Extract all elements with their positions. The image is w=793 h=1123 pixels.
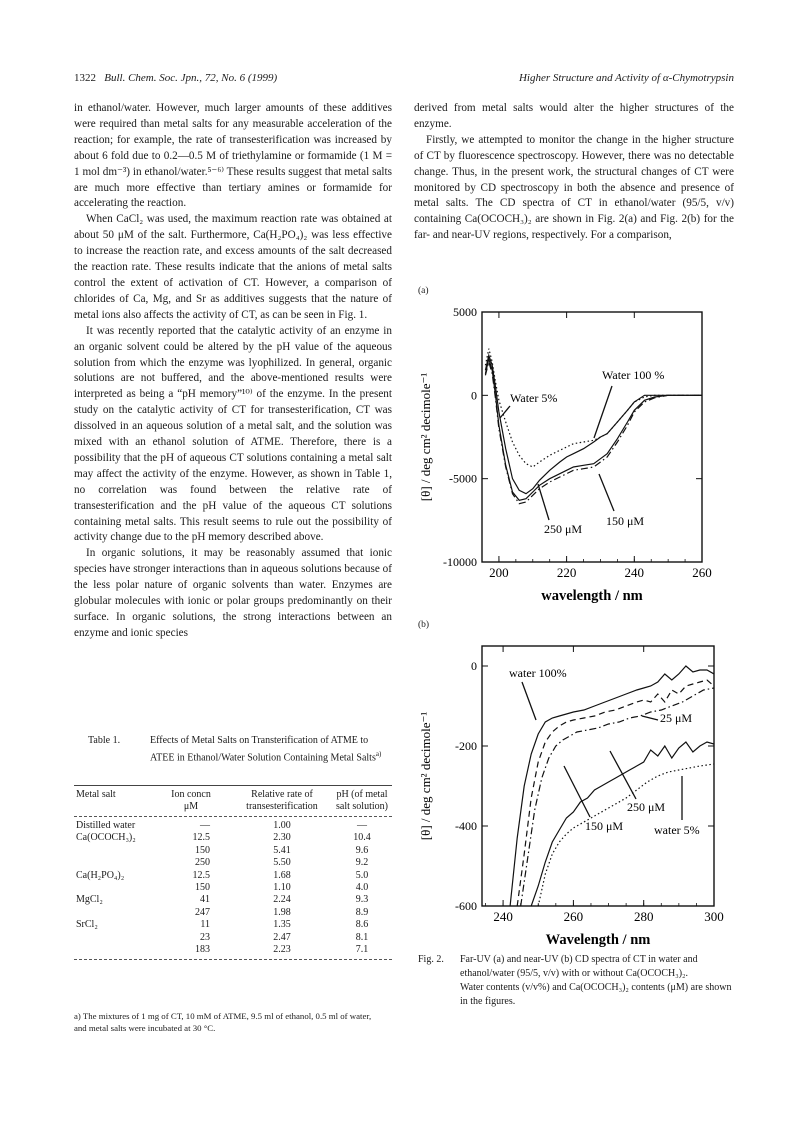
- series-line-3: [485, 359, 702, 501]
- table-cell-salt: Ca(H₂PO₄)₂: [76, 869, 125, 881]
- column-header: pH (of metal: [336, 789, 388, 800]
- x-tick-label: 240: [624, 565, 645, 580]
- table-top-rule: [74, 785, 392, 786]
- table-title: Effects of Metal Salts on Transterification of ATME to ATEE in Ethanol/Water Solution Containing Metal Salts: [150, 735, 376, 763]
- series-line-1: [485, 355, 702, 493]
- table-cell-ph: 7.1: [355, 944, 369, 955]
- annotation-label: Water 100 %: [602, 368, 665, 382]
- journal-citation: Bull. Chem. Soc. Jpn., 72, No. 6 (1999): [104, 72, 278, 84]
- table-cell-rate: 5.50: [273, 857, 291, 869]
- table-cell-ph: 8.9: [355, 906, 369, 918]
- column-header: Metal salt: [76, 789, 116, 800]
- plot-frame: [482, 646, 714, 906]
- x-axis-label: wavelength / nm: [541, 588, 643, 604]
- table-header-rule: [74, 816, 392, 817]
- figure-caption: [418, 953, 738, 1009]
- table-cell-rate: 1.00: [273, 820, 291, 831]
- table-caption: [74, 735, 392, 764]
- x-tick-label: 240: [493, 909, 513, 924]
- y-tick-label: -200: [455, 739, 477, 753]
- annotation-leader: [594, 386, 612, 438]
- table-cell-ph: 10.4: [353, 832, 371, 844]
- table-cell-concentration: 183: [195, 944, 210, 955]
- panel-label-a: (a): [418, 286, 429, 296]
- table-cell-rate: 5.41: [273, 844, 291, 856]
- table-cell-ph: —: [357, 820, 367, 831]
- column-header-unit: μM: [183, 801, 199, 812]
- column-header: salt solution): [336, 801, 388, 812]
- paragraph: derived from metal salts would alter the higher structures of the enzyme.: [414, 102, 734, 130]
- figure-2a-chart: [414, 298, 734, 610]
- table-cell-concentration: 41: [200, 894, 210, 906]
- x-tick-label: 260: [692, 565, 712, 580]
- table-cell-rate: 2.24: [273, 894, 291, 906]
- series-line-4: [485, 362, 702, 504]
- column-header: Ion concn: [171, 789, 211, 800]
- column-header: Relative rate of: [251, 789, 313, 800]
- y-tick-label: -10000: [443, 555, 477, 569]
- x-tick-label: 300: [704, 909, 724, 924]
- annotation-leader: [538, 484, 549, 520]
- series-line-2: [485, 349, 702, 467]
- y-axis-label: [θ] / deg cm² decimole⁻¹: [418, 711, 433, 841]
- table-cell-ph: 9.3: [355, 894, 369, 906]
- figure-caption-text: Water contents (v/v%) and Ca(OCOCH₃)₂ contents (μM) are shown in the figures.: [460, 982, 732, 1007]
- x-tick-label: 220: [556, 565, 577, 580]
- y-tick-label: 5000: [453, 305, 477, 319]
- table-bottom-rule: [74, 959, 392, 960]
- figure-caption-text: Far-UV (a) and near-UV (b) CD spectra of CT in water and ethanol/water (95/5, v/v) with or without Ca(OCOCH₃)₂.: [460, 954, 698, 979]
- annotation-leader: [610, 751, 636, 799]
- table-footnote: a) The mixtures of 1 mg of CT, 10 mM of ATME, 9.5 ml of ethanol, 0.5 ml of water, and metal salts were incubated at 30 °C.: [74, 1011, 372, 1033]
- table-cell-concentration: 250: [195, 857, 210, 869]
- table-cell-concentration: 23: [200, 931, 210, 943]
- table-cell-concentration: 247: [195, 906, 210, 918]
- paragraph: Firstly, we attempted to monitor the change in the higher structure of CT by fluorescence spectroscopy. However, there was no detectable change. Thus, in the present work, the structural changes of CT were monitored by CD spectroscopy in both the absence and presence of metal salts. The CD spectra of CT in ethanol/water (95/5, v/v) containing Ca(OCOCH₃)₂ are shown in Fig. 2(a) and Fig. 2(b) for the far- and near-UV regions, respectively. For a comparison,: [414, 133, 734, 242]
- annotation-label: 150 μM: [606, 514, 645, 528]
- running-header: [74, 72, 734, 88]
- table-cell-concentration: 12.5: [192, 832, 210, 844]
- y-axis-label: [θ] / deg cm² decimole⁻¹: [418, 372, 433, 502]
- paragraph: In organic solutions, it may be reasonably assumed that ionic species have stronger interactions than in aqueous solutions because of the less polar nature of organic solvents than water. Enzymes are globular molecules with ionic or polar groups predominantly on their surface. In organic solutions, the strong interactions between an enzyme and ionic species: [74, 547, 392, 639]
- running-title: Higher Structure and Activity of α-Chymotrypsin: [518, 72, 734, 84]
- table-cell-ph: 5.0: [355, 869, 369, 881]
- annotation-label: 150 μM: [585, 819, 624, 833]
- figure-label: Fig. 2.: [418, 954, 444, 965]
- paragraph: When CaCl₂ was used, the maximum reaction rate was obtained at about 50 μM of the salt. Furthermore, Ca(H₂PO₄)₂ was less effective to increase the reaction rate, and excess amounts of the salt decreased the reaction rate. These results indicate that the anions of metal salts control the extent of activation of CT. However, a comparison of chlorides of Ca, Mg, and Sr as additives suggests that the nature of metal ions also affects the activity of CT, as can be seen in Fig. 1.: [74, 213, 392, 321]
- table-title-footnote-mark: a): [375, 749, 382, 758]
- table-cell-ph: 9.2: [355, 857, 369, 869]
- y-tick-label: 0: [471, 388, 477, 403]
- table-cell-rate: 1.68: [273, 869, 291, 881]
- annotation-label: 25 μM: [660, 711, 693, 725]
- table-cell-salt: Distilled water: [76, 820, 136, 831]
- table-cell-salt: Ca(OCOCH₃)₂: [76, 832, 136, 844]
- y-tick-label: 0: [471, 659, 477, 673]
- table-cell-ph: 8.6: [355, 919, 369, 931]
- table-cell-concentration: 12.5: [192, 869, 210, 881]
- annotation-label: water 5%: [654, 823, 700, 837]
- annotation-label: water 100%: [509, 666, 567, 680]
- annotation-leader: [522, 682, 536, 720]
- paragraph: in ethanol/water. However, much larger amounts of these additives were required than metal salts for any measurable acceleration of the reaction; for example, the rate of transesterification was increased by about 6 fold due to 0.2—0.5 M of triethylamine or formamide (1 M = 1 mol dm⁻³) in ethanol/water.⁵⁻⁶⁾ These results suggest that metal salts are much more effective than tertiary amines or formamide for accelerating the reaction.: [74, 102, 392, 210]
- annotation-label: Water 5%: [510, 391, 558, 405]
- table-cell-concentration: 150: [195, 882, 210, 893]
- table-cell-rate: 1.10: [273, 882, 291, 893]
- table-cell-ph: 4.0: [355, 882, 369, 893]
- table-cell-rate: 2.47: [273, 931, 291, 943]
- annotation-label: 250 μM: [544, 522, 583, 536]
- table-cell-rate: 2.30: [273, 832, 291, 844]
- table-cell-salt: MgCl₂: [76, 894, 103, 906]
- y-tick-label: -600: [455, 899, 477, 913]
- table-cell-concentration: —: [200, 820, 210, 831]
- paragraph: It was recently reported that the catalytic activity of an enzyme in an organic solvent could be altered by the pH value of the aqueous solution from which the enzyme was lyophilized. In general, organic solutions are not buffered, and the above-mentioned results were interpreted as being a “pH memory”¹⁰⁾ of the enzyme. In the present study on the catalytic activity of CT for transesterification, CT was dissolved in an aqueous solution of a metal salt, and the solution was mixed with an ethanol solution of ATME. Therefore, there is a possibility that the pH of aqueous CT solutions containing a metal salt may affect the activity of the enzyme. However, as shown in Table 1, no correlation was found between the relative rate of transesterification and the pH value of the aqueous CT solutions containing metal salts. This result seems to rule out the possibility of activity change due to the pH memory described above.: [74, 324, 392, 544]
- x-tick-label: 280: [633, 909, 654, 924]
- table-cell-concentration: 11: [200, 919, 210, 931]
- annotation-leader: [599, 474, 614, 511]
- table-label: Table 1.: [88, 735, 121, 746]
- annotation-leader: [564, 766, 590, 817]
- plot-frame: [482, 312, 702, 562]
- x-tick-label: 200: [489, 565, 509, 580]
- table-cell-rate: 1.35: [273, 919, 291, 931]
- annotation-label: 250 μM: [627, 800, 666, 814]
- left-column: [74, 101, 392, 642]
- table-cell-rate: 2.23: [273, 944, 291, 955]
- annotation-leader: [642, 716, 658, 720]
- table-cell-concentration: 150: [195, 844, 210, 856]
- table-cell-ph: 8.1: [355, 931, 369, 943]
- x-tick-label: 260: [563, 909, 584, 924]
- table-cell-rate: 1.98: [273, 906, 291, 918]
- right-column: [414, 101, 734, 244]
- page-number: 1322: [74, 72, 96, 84]
- table-cell-ph: 9.6: [355, 844, 369, 856]
- y-tick-label: -5000: [449, 471, 477, 486]
- table-cell-salt: SrCl₂: [76, 919, 98, 931]
- figure-2b-chart: [414, 636, 734, 948]
- y-tick-label: -400: [455, 819, 477, 833]
- column-header: transesterification: [246, 801, 318, 812]
- panel-label-b: (b): [418, 620, 430, 630]
- x-axis-label: Wavelength / nm: [545, 932, 651, 948]
